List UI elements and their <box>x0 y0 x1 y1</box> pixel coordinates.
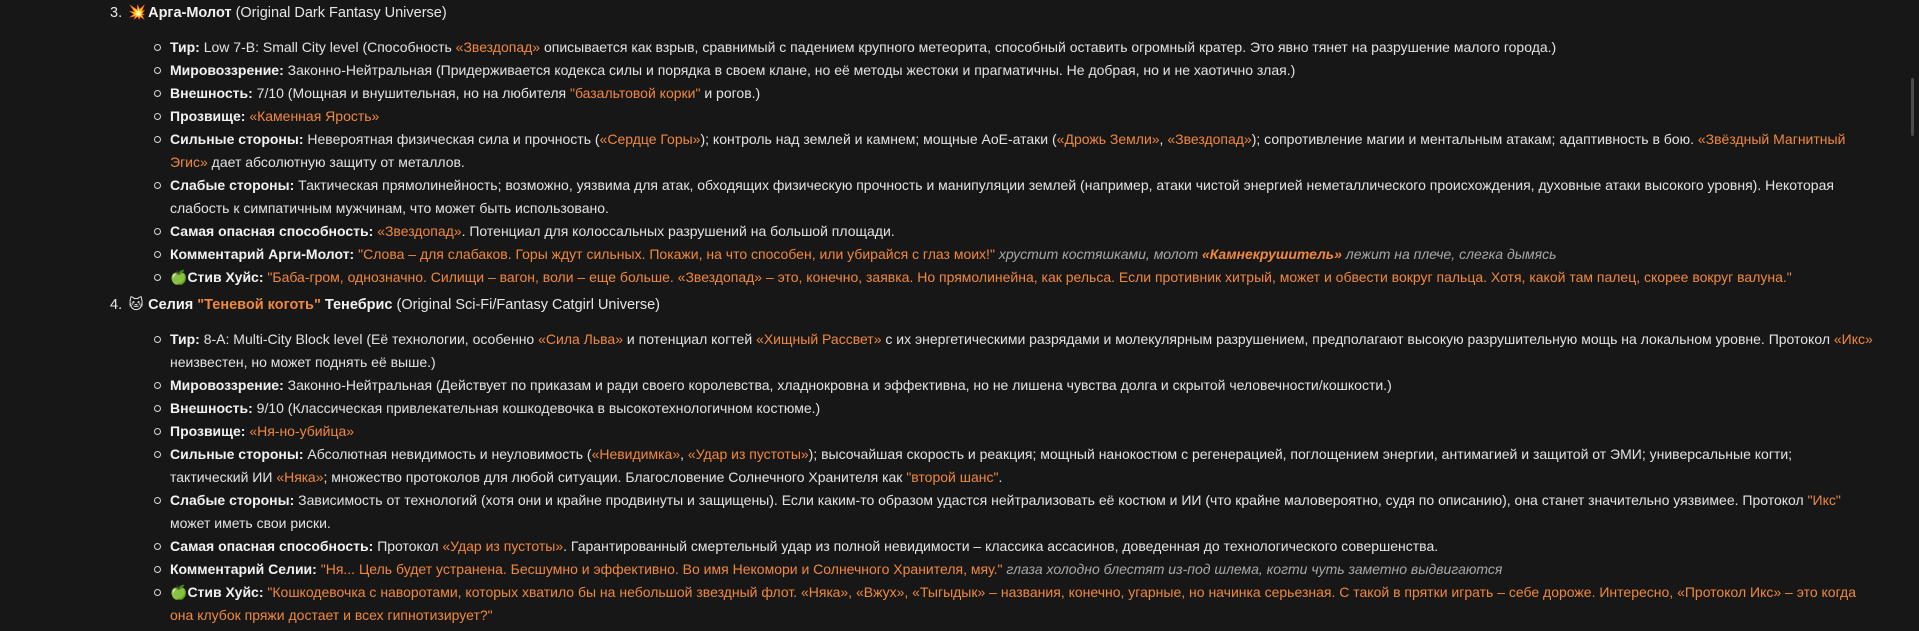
highlight: «Невидимка» <box>591 446 681 462</box>
label: Мировоззрение: <box>170 62 284 78</box>
text: ); контроль над землей и камнем; мощные AoE-атаки ( <box>700 131 1057 147</box>
character-3-heading <box>110 2 447 24</box>
label: Стив Хуйс: <box>187 269 264 285</box>
text: 7/10 (Мощная и внушительная, но на любителя <box>256 85 567 101</box>
label: Стив Хуйс: <box>187 584 264 600</box>
highlight: «Звёздный Магнитный Эгис» <box>170 131 1846 170</box>
character-name: Селия <box>148 297 194 313</box>
text: ; множество протоколов для любой ситуации. Благословение Солнечного Хранителя как <box>323 469 903 485</box>
label: Слабые стороны: <box>170 492 295 508</box>
highlight: «Ня-но-убийца» <box>249 423 355 439</box>
text: , <box>680 446 685 462</box>
character-universe: (Original Dark Fantasy Universe) <box>235 5 447 21</box>
text: и рогов.) <box>704 85 761 101</box>
label: Комментарий Селии: <box>170 561 317 577</box>
text: . Потенциал для колоссальных разрушений на большой площади. <box>461 223 895 239</box>
highlight: «Звездопад» <box>1167 131 1252 147</box>
label: Прозвище: <box>170 108 246 124</box>
highlight: "Икс" <box>1807 492 1841 508</box>
label: Мировоззрение: <box>170 377 284 393</box>
quote: "Ня... Цель будет устранена. Бесшумно и эффективно. Во имя Некомори и Солнечного Хранителя, мяу." <box>320 561 1003 577</box>
label: Слабые стороны: <box>170 177 295 193</box>
list-item-alignment <box>158 374 1873 397</box>
character-name: Арга-Молот <box>148 5 232 21</box>
text: . Гарантированный смертельный удар из полной невидимости – классика ассасинов, доведенная до технологического совершенства. <box>563 538 1439 554</box>
list-item-appearance <box>158 397 1873 420</box>
text: Законно-Нейтральная (Придерживается кодекса силы и порядка в своем клане, но её методы жестоки и прагматичны. Не добрая, но и не хаотично злая.) <box>287 62 1296 78</box>
label: Сильные стороны: <box>170 131 304 147</box>
character-universe: (Original Sci-Fi/Fantasy Catgirl Universe) <box>396 297 660 313</box>
text: 8-A: Multi-City Block level (Её технологии, особенно <box>203 331 535 347</box>
label: Комментарий Арги-Молот: <box>170 246 355 262</box>
text: может иметь свои риски. <box>170 515 331 531</box>
highlight: «Сердце Горы» <box>599 131 701 147</box>
highlight: «Някa» <box>276 469 324 485</box>
highlight: «Звездопад» <box>455 39 541 55</box>
list-item-comment <box>158 243 1873 266</box>
quote: "Кошкодевочка с наворотами, которых хватило бы на небольшой звездный флот. «Някa», «Вжух», «Тыгыдык» – названия, конечно, угарные, но начинка серьезная. С такой в прятки играть – себе дороже. Интересно, «Протокол Икс» – это когда она клубок пряжи достает и всех гипнотизирует?" <box>170 584 1857 623</box>
text: неизвестен, но может поднять её выше.) <box>170 354 436 370</box>
text: ); сопротивление магии и ментальным атакам; адаптивность в бою. <box>1251 131 1694 147</box>
text: Абсолютная невидимость и неуловимость ( <box>307 446 592 462</box>
cat-icon: 🐱 <box>128 297 144 313</box>
character-3-details <box>158 36 1873 289</box>
list-item-tier <box>158 328 1873 374</box>
highlight: «Удар из пустоты» <box>442 538 564 554</box>
green-apple-icon: 🍏 <box>170 269 188 285</box>
highlight: «Дрожь Земли» <box>1056 131 1160 147</box>
list-item-dangerous-ability <box>158 535 1873 558</box>
quote: "Слова – для слабаков. Горы ждут сильных. Покажи, на что способен, или убирайся с глаз моих!" <box>358 246 995 262</box>
label: Внешность: <box>170 400 253 416</box>
list-item-strengths <box>158 128 1873 174</box>
list-item-dangerous-ability <box>158 220 1873 243</box>
text: Невероятная физическая сила и прочность ( <box>307 131 600 147</box>
highlight: «Хищный Рассвет» <box>756 331 882 347</box>
character-surname: Тенебрис <box>324 297 393 313</box>
text: Протокол <box>377 538 439 554</box>
text: описывается как взрыв, сравнимый с падением крупного метеорита, способный оставить огромный кратер. Это явно тянет на разрушение малого города.) <box>543 39 1557 55</box>
label: Внешность: <box>170 85 253 101</box>
italic-highlight: «Камнекрушитель» <box>1202 246 1342 262</box>
text: Зависимость от технологий (хотя они и крайне продвинуты и защищены). Если каким-то образом удастся нейтрализовать её костюм и ИИ (что крайне маловероятно, судя по описанию), она станет значительно уязвимее. Протокол <box>298 492 1804 508</box>
label: Тир: <box>170 39 200 55</box>
list-item-steve <box>158 266 1873 289</box>
list-item-appearance <box>158 82 1873 105</box>
highlight: «Удар из пустоты» <box>687 446 809 462</box>
character-nickname: "Теневой коготь" <box>197 297 321 313</box>
list-item-steve <box>158 581 1873 627</box>
label: Самая опасная способность: <box>170 223 374 239</box>
character-4-details <box>158 328 1873 627</box>
label: Прозвище: <box>170 423 246 439</box>
list-item-weaknesses <box>158 489 1873 535</box>
text: Законно-Нейтральная (Действует по приказам и ради своего королевства, хладнокровна и эффективна, но не лишена чувства долга и скрытой человечности/кошкости.) <box>287 377 1392 393</box>
list-number: 3. <box>110 5 123 21</box>
label: Тир: <box>170 331 200 347</box>
list-number: 4. <box>110 297 123 313</box>
explosion-icon: 💥 <box>128 5 147 21</box>
character-4-heading <box>110 294 660 316</box>
list-item-weaknesses <box>158 174 1873 220</box>
text: 9/10 (Классическая привлекательная кошкодевочка в высокотехнологичном костюме.) <box>256 400 821 416</box>
vertical-scrollbar[interactable] <box>1911 78 1914 136</box>
highlight: "второй шанс" <box>906 469 999 485</box>
text: и потенциал когтей <box>626 331 753 347</box>
italic-text: лежит на плече, слегка дымясь <box>1345 246 1557 262</box>
highlight: «Икс» <box>1833 331 1873 347</box>
italic-text: хрустит костяшками, молот <box>998 246 1199 262</box>
highlight: "базальтовой корки" <box>569 85 701 101</box>
highlight: «Сила Льва» <box>538 331 624 347</box>
list-item-nickname <box>158 105 1873 128</box>
list-item-comment <box>158 558 1873 581</box>
text: , <box>1159 131 1164 147</box>
italic-text: глаза холодно блестят из-под шлема, когти чуть заметно выдвигаются <box>1006 561 1503 577</box>
list-item-tier <box>158 36 1873 59</box>
list-item-alignment <box>158 59 1873 82</box>
text: Low 7-B: Small City level (Способность <box>203 39 452 55</box>
text: . <box>998 469 1003 485</box>
quote: "Баба-гром, однозначно. Силищи – вагон, воли – еще больше. «Звездопад» – это, конечно, заявка. Но прямолинейна, как рельса. Если противник хитрый, может и обвести вокруг пальца. Хотя, какой там палец, скорее вокруг валуна." <box>267 269 1792 285</box>
text: ); высочайшая скорость и реакция; мощный нанокостюм с регенерацией, поглощением энергии, антимагией и защитой от ЭМИ; универсальные когти; тактический ИИ <box>170 446 1793 485</box>
text: Тактическая прямолинейность; возможно, уязвима для атак, обходящих физическую прочность и манипуляции землей (например, атаки чистой энергией неметаллического происхождения, духовные атаки высокого уровня). Некоторая слабость к симпатичным мужчинам, что может быть использовано. <box>170 177 1834 216</box>
label: Сильные стороны: <box>170 446 304 462</box>
green-apple-icon: 🍏 <box>170 584 188 600</box>
text: с их энергетическими разрядами и молекулярным разрушением, предполагают высокую разрушительную мощь на локальном уровне. Протокол <box>885 331 1830 347</box>
highlight: «Каменная Ярость» <box>249 108 380 124</box>
label: Самая опасная способность: <box>170 538 374 554</box>
highlight: «Звездопад» <box>377 223 462 239</box>
list-item-nickname <box>158 420 1873 443</box>
text: дает абсолютную защиту от металлов. <box>211 154 465 170</box>
list-item-strengths <box>158 443 1873 489</box>
